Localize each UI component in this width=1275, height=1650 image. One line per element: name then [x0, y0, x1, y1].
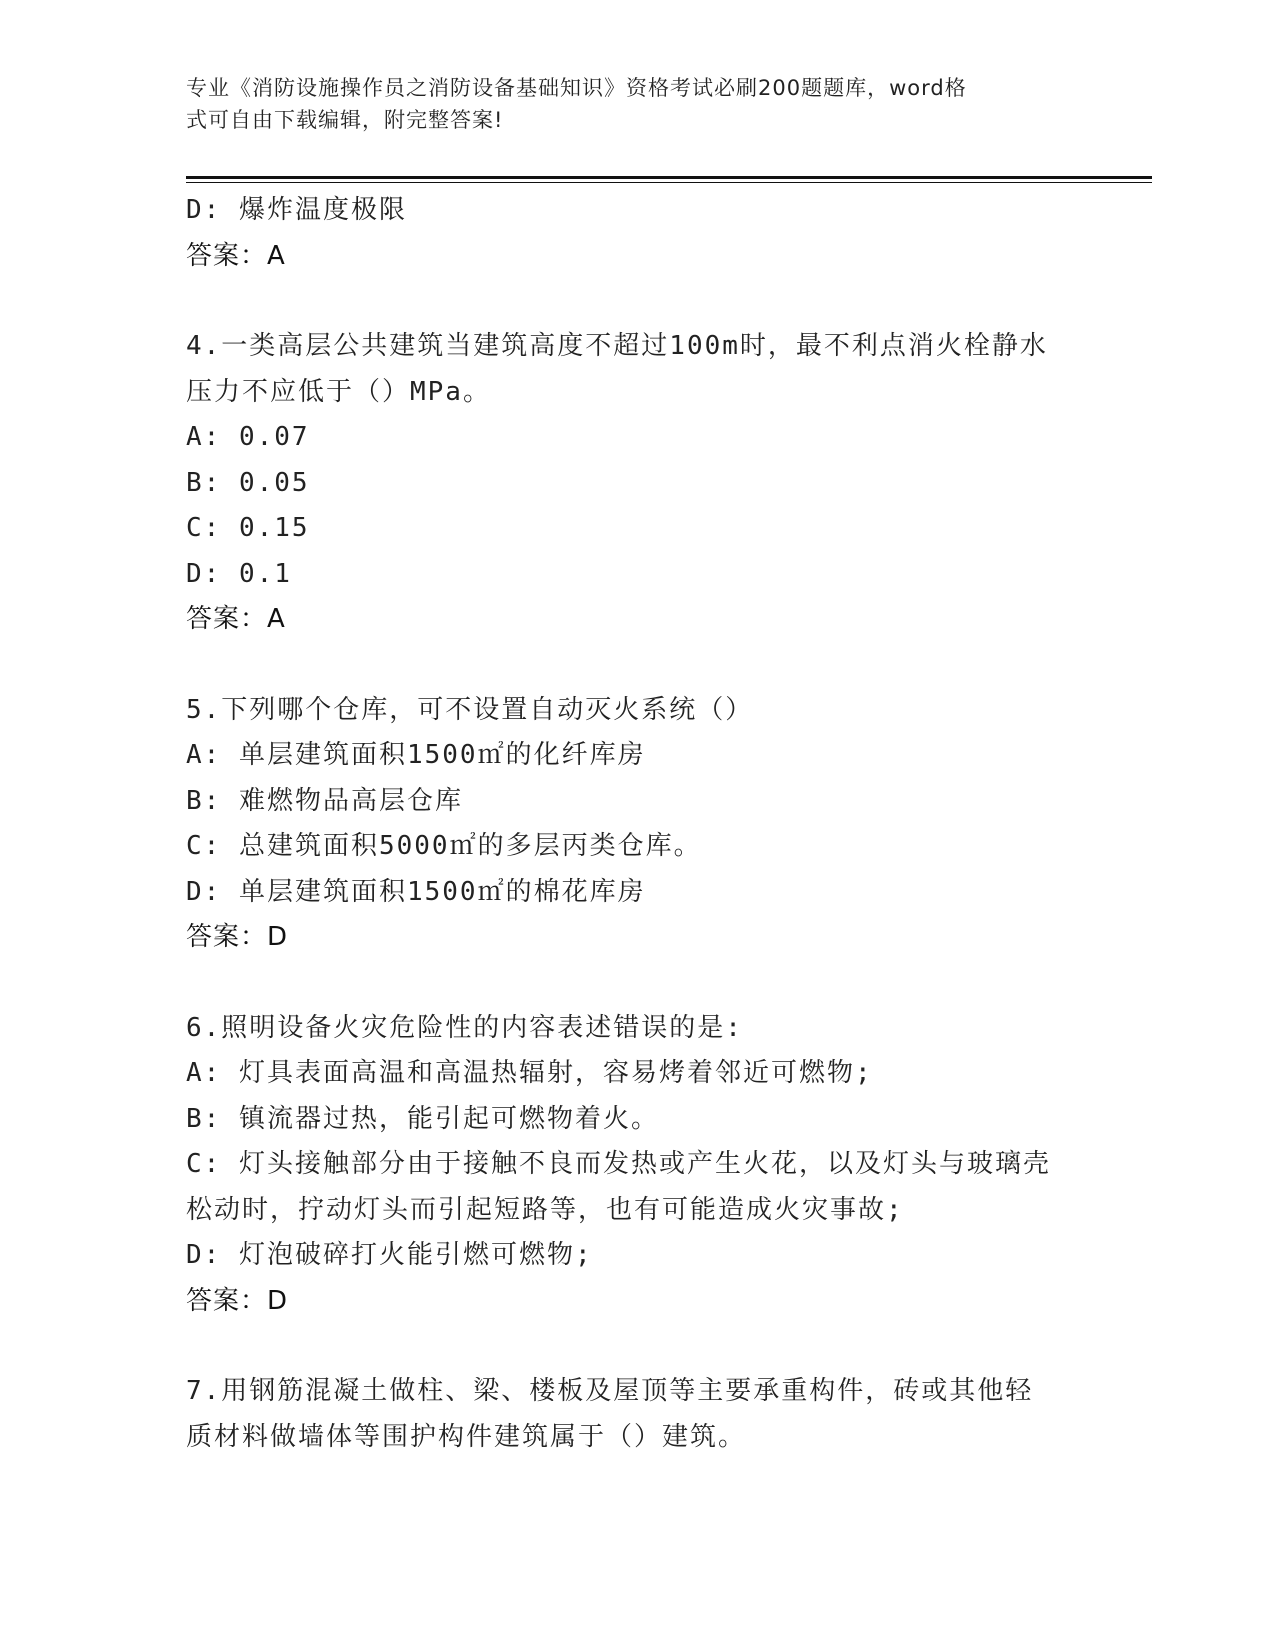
option-c-continued: 松动时，拧动灯头而引起短路等，也有可能造成火灾事故; — [186, 1194, 904, 1225]
spacer — [186, 279, 1086, 324]
option-a: A: 0.07 — [186, 422, 310, 452]
question-text: 5.下列哪个仓库，可不设置自动灭火系统（） — [186, 694, 754, 725]
option-a: A: 灯具表面高温和高温热辐射，容易烤着邻近可燃物; — [186, 1058, 873, 1088]
header-divider-thin — [186, 182, 1152, 183]
option-c: C: 总建筑面积5000㎡的多层丙类仓库。 — [186, 831, 702, 861]
question-text: 4.一类高层公共建筑当建筑高度不超过100m时，最不利点消火栓静水 — [186, 331, 1048, 361]
option-d: D: 0.1 — [186, 558, 292, 589]
spacer — [186, 1324, 1086, 1369]
question-5 — [186, 688, 1086, 961]
header-line-1: 专业《消防设施操作员之消防设备基础知识》资格考试必刷200题题库，word格 — [186, 76, 967, 100]
header-line-2: 式可自由下载编辑，附完整答案! — [186, 108, 504, 132]
option-c: C: 灯头接触部分由于接触不良而发热或产生火花，以及灯头与玻璃壳 — [186, 1149, 1051, 1179]
option-a: A: 单层建筑面积1500㎡的化纤库房 — [186, 740, 646, 770]
answer-line: 答案：D — [186, 922, 289, 952]
option-b: B: 0.05 — [186, 467, 310, 498]
question-content — [186, 188, 1086, 1460]
question-text: 质材料做墙体等围护构件建筑属于（）建筑。 — [186, 1421, 747, 1452]
question-7 — [186, 1369, 1086, 1460]
option-c: C: 0.15 — [186, 513, 310, 543]
spacer — [186, 961, 1086, 1006]
option-b: B: 镇流器过热，能引起可燃物着火。 — [186, 1103, 659, 1134]
page-header — [186, 72, 1066, 136]
answer-line: 答案：A — [186, 604, 286, 634]
header-divider-thick — [186, 176, 1152, 179]
question-text: 压力不应低于（）MPa。 — [186, 376, 491, 407]
question-text: 7.用钢筋混凝土做柱、梁、楼板及屋顶等主要承重构件，砖或其他轻 — [186, 1376, 1034, 1406]
question-6 — [186, 1006, 1086, 1325]
question-text: 6.照明设备火灾危险性的内容表述错误的是: — [186, 1012, 743, 1043]
option-d: D: 灯泡破碎打火能引燃可燃物; — [186, 1240, 593, 1270]
answer-line: 答案：D — [186, 1285, 289, 1316]
option-d: D: 单层建筑面积1500㎡的棉花库房 — [186, 876, 646, 907]
spacer — [186, 643, 1086, 688]
option-d: D: 爆炸温度极限 — [186, 195, 407, 225]
answer-line: 答案：A — [186, 240, 286, 271]
option-b: B: 难燃物品高层仓库 — [186, 785, 463, 816]
question-4 — [186, 324, 1086, 643]
